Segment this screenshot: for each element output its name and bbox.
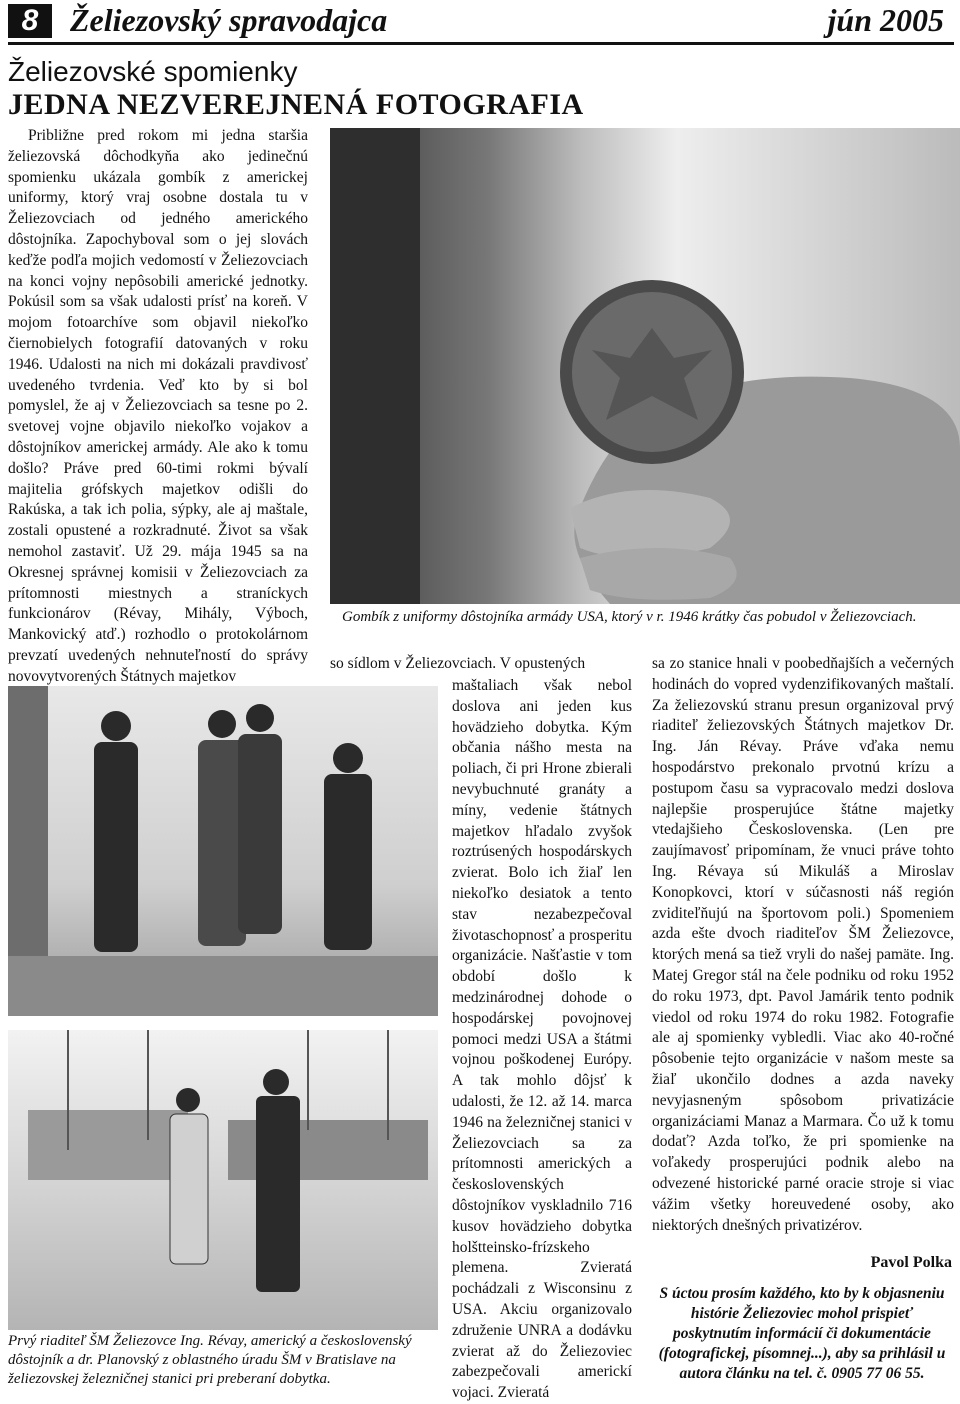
button-photo — [330, 128, 960, 604]
station-scene-illustration — [8, 1030, 438, 1330]
article-author: Pavol Polka — [870, 1254, 952, 1271]
station-photo — [8, 1030, 438, 1330]
reader-appeal: S úctou prosím každého, kto by k objasneniu histórie Želiezoviec mohol prispieť poskytnutím informácií či dokumentácie (fotografickej, písomnej...), aby sa prihlásil u autora článku na tel. č. 0905 77 06 55. — [658, 1285, 946, 1382]
page-header — [0, 0, 960, 40]
publication-title: Želiezovský spravodajca — [70, 2, 388, 38]
button-photo-caption: Gombík z uniformy dôstojníka armády USA, ktorý v r. 1946 krátky čas pobudol v Želiezovciach. — [342, 609, 917, 625]
article-column-2: maštaliach však nebol doslova ani jeden kus hovädzieho dobytka. Kým občania nášho mesta na poliach, či pri Hrone zbierali nevybuchnuté granáty a míny, vedenie štátnych majetkov hľadalo zvyšok roztrúsených hospodárskych zvierat. Bolo ich žiaľ len niekoľko desiatok a tento stav nezabezpečoval životaschopnosť a prosperitu organizácie. Našťastie v tom období došlo k medzinárodnej dohode o hospodárskej povojnovej pomoci medzi USA a štátmi vojnou poškodenej Európy. A tak mohlo dôjsť k udalosti, že 12. až 14. marca 1946 na železničnej stanici v Želiezovciach sa za prítomnosti amerických a československých dôstojníkov vyskladnilo 716 kusov hovädzieho dobytka holštteinsko-frízskeho plemena. Zvieratá pochádzali z Wisconsinu z USA. Akciu organizovalo združenie UNRA a dodávku zvierat až do Želiezoviec zabezpečovali americkí vojaci. Zvieratá — [452, 677, 632, 1402]
hand-holding-button-illustration — [330, 128, 960, 604]
article-column-2-lead: so sídlom v Želiezovciach. V opustených — [330, 655, 586, 672]
officers-group-illustration — [8, 686, 438, 1016]
header-rule — [8, 42, 954, 45]
group-photo — [8, 686, 438, 1016]
article-column-1: Približne pred rokom mi jedna staršia želiezovská dôchodkyňa ako jedinečnú spomienku ukázala gombík z americkej uniformy, ktorý vraj osobne dostala tu v Želiezovciach od jedného amerického dôstojníka. Zapochyboval som o jej slovách keďže podľa mojich vedomostí v Želiezovciach na konci vojny nepôsobili americké jednotky. Pokúsil som sa však udalosti prísť na koreň. V mojom fotoarchíve som objavil niekoľko čiernobielych fotografií datovaných v roku 1946. Udalosti na nich mi dokázali pravdivosť uvedeného tvrdenia. Veď kto by si bol pomyslel, že aj v Želiezovciach sa tesne po 2. svetovej vojne objavilo niekoľko vojakov a dôstojníkov americkej armády. Ale ako k tomu došlo? Práve pred 60-timi rokmi bývalí majitelia grófskych majetkov odišli do Rakúska, a tak ich polia, sýpky, ale aj maštale, zostali opustené a rozkradnuté. Život sa však nemohol zastaviť. Už 29. mája 1945 sa na Okresnej správnej komisii v Želiezovciach za prítomnosti miestnych a straníckych funkcionárov (Révay, Mihály, Výboch, Mankovický atď.) rozhodlo o protokolárnom prevzatí uvedených nehnuteľností do správy novovytvorených Štátnych majetkov — [8, 127, 308, 685]
article-column-3: sa zo stanice hnali v poobedňajších a večerných hodinách do vopred vydenzifikovaných maštalí. Za želiezovskú stranu presun organizoval prvý riaditeľ želiezovských Štátnych majetkov Dr. Ing. Ján Révay. Práve vďaka nemu hospodárstvo prekonalo prvotnú krízu a postupom času sa vypracovalo medzi doslova najlepšie prosperujúce štátne majetky vtedajšieho Československa. (Len pre zaujímavosť pripomínam, že vnuci práve tohto Ing. Révaya sú Mikuláš a Miroslav Konopkovci, ktorí v súčasnosti náš región zviditeľňujú na športovom poli.) Spomeniem azda ešte dvoch riaditeľov ŠM Želiezovce, ktorých mená sa tiež vryli do našej pamäte. Ing. Matej Gregor stál na čele podniku od roku 1952 do roku 1973, dpt. Pavol Jamárik tento podnik viedol od roku 1974 do roku 1982. Fotografie ale aj spomienky vybledli. Viac ako 40-ročné pôsobenie tejto organizácie v našom meste sa žiaľ ukončilo dodnes a azda naveky nevyjasneným spôsobom privatizácie organizáciami Manaz a Marmara. Čo už k tomu dodať? Azda toľko, že pri spomienke na voľakedy prosperujúci podnik alebo na odvezené historické parné oracie stroje si viac vážim všetky horeuvedené osoby, ako niektorých dnešných privatizérov. — [652, 655, 954, 1234]
article-headline: JEDNA NEZVEREJNENÁ FOTOGRAFIA — [8, 88, 584, 121]
issue-date: jún 2005 — [827, 2, 944, 38]
page-number: 8 — [8, 4, 52, 38]
article-kicker: Želiezovské spomienky — [8, 56, 298, 87]
group-photo-caption: Prvý riaditeľ ŠM Želiezovce Ing. Révay, americký a československý dôstojník a dr. Planovský z oblastného úradu ŠM v Bratislave na želiezovskej železničnej stanici pri preberaní dobytka. — [8, 1333, 412, 1387]
